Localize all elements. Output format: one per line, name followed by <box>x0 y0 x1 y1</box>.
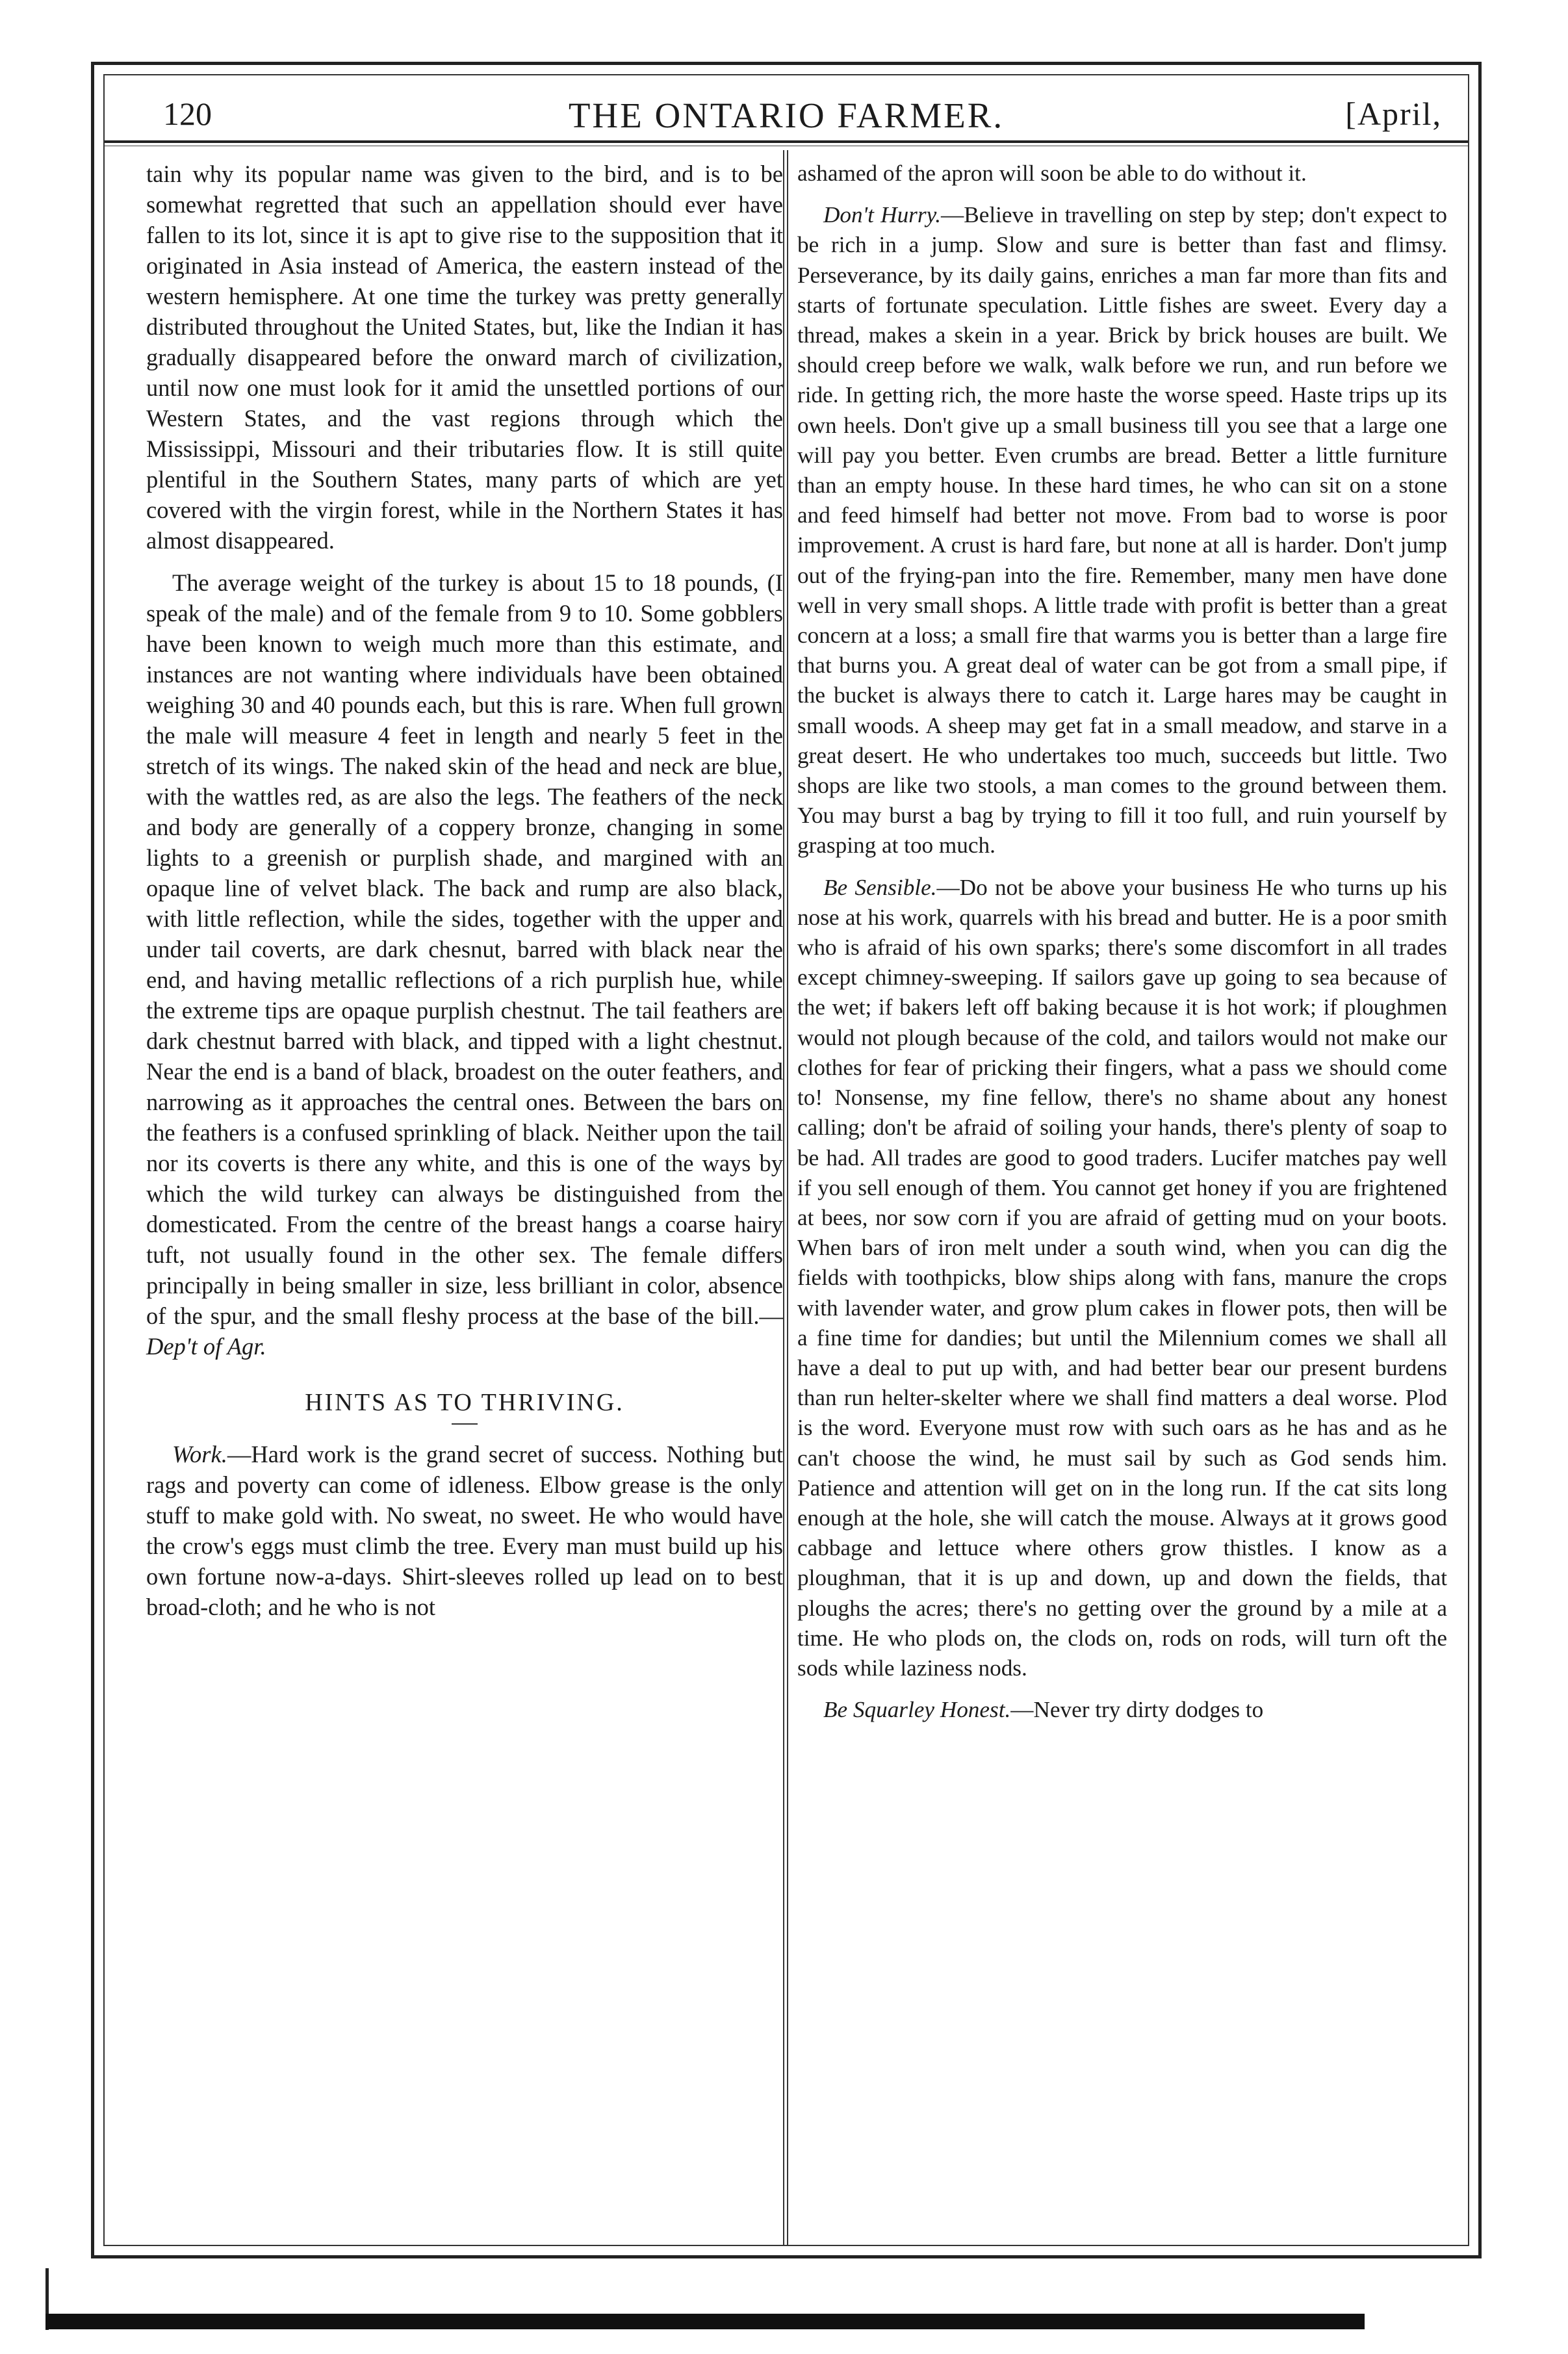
page-number: 120 <box>163 96 212 132</box>
paragraph-text: —Do not be above your business He who turns up his nose at his work, quarrels with his bread and butter. He is a poor smith who is afraid of his own sparks; there's some discomfort in all trades except chimney-sweeping. If sailors gave up going to sea because of the wet; if bakers left off baking because it is hot work; if ploughmen would not plough because of the cold, and tailors would not make our clothes for fear of pricking their fingers, what a pass we should come to! Nonsense, my fine fellow, there's no shame about any honest calling; don't be afraid of soiling your hands, there's plenty of soap to be had. All trades are good to good traders. Lucifer matches pay well if you sell enough of them. You cannot get honey if you are frightened at bees, nor sow corn if you are afraid of getting mud on your boots. When bars of iron melt under a south wind, when you can dig the fields with toothpicks, blow ships along with fans, manure the crops with lavender water, and grow plum cakes in flower pots, then will be a fine time for dandies; but until the Milennium comes we shall all have a deal to put up with, and had better bear our present burdens than run helter-skelter where we shall find matters a deal worse. Plod is the word. Everyone must row with such oars as he has and as he can't choose the wind, he must sail by such as God sends him. Patience and attention will get on in the long run. If the cat sits long enough at the hole, she will catch the mouse. Always at it grows good cabbage and lettuce where others grow thistles. I know as a ploughman, that it is up and down, up and down the fields, that ploughs the acres; there's no getting over the ground by a mile at a time. He who plods on, the clods on, rods on rods, will turn oft the sods while laziness nods. <box>797 874 1447 1681</box>
paragraph-be-sensible <box>797 873 1447 1683</box>
run-in-heading: Don't Hurry. <box>823 202 942 228</box>
run-in-heading: Be Squarley Honest. <box>823 1697 1011 1723</box>
paragraph-text: —Hard work is the grand secret of success. Nothing but rags and poverty can come of idleness. Elbow grease is the only stuff to make gold with. No sweat, no sweet. He who would have the crow's eggs must climb the tree. Every man must build up his own fortune now-a-days. Shirt-sleeves rolled up lead on to best broad-cloth; and he who is not <box>146 1441 783 1620</box>
running-title: THE ONTARIO FARMER. <box>568 96 1005 135</box>
section-title: HINTS AS TO THRIVING. <box>305 1389 624 1416</box>
section-rule <box>452 1423 478 1425</box>
paragraph-turkey-origin: tain why its popular name was given to the bird, and is to be somewhat regretted that such an appellation should ever have fallen to its lot, since it is apt to give rise to the supposition that it originated in Asia instead of America, the eastern instead of the western hemisphere. At one time the turkey was pretty generally distributed throughout the United States, but, like the Indian it has gradually disappeared before the onward march of civilization, until now one must look for it amid the unsettled portions of our Western States, and the vast regions through which the Mississippi, Missouri and their tributaries flow. It is still quite plentiful in the Southern States, many parts of which are yet covered with the virgin forest, while in the Northern States it has almost disappeared. <box>146 161 783 554</box>
run-in-heading: Work. <box>172 1441 227 1468</box>
citation: Dep't of Agr. <box>146 1333 266 1360</box>
column-divider <box>783 150 784 2245</box>
paragraph-text: —Believe in travelling on step by step; don't expect to be rich in a jump. Slow and sure is better than fast and flimsy. Perseverance, by its daily gains, enriches a man far more than fits and starts of fortunate speculation. Little fishes are sweet. Every day a thread, makes a skein in a year. Brick by brick houses are built. We should creep before we walk, walk before we run, and run before we ride. In getting rich, the more haste the worse speed. Haste trips up its own heels. Don't give up a small business till you see that a large one will pay you better. Even crumbs are bread. Better a little furniture than an empty house. In these hard times, he who can sit on a stone and feed himself had better not move. From bad to worse is poor improvement. A crust is hard fare, but none at all is harder. Don't jump out of the frying-pan into the fire. Remember, many men have done well in very small shops. A little trade with profit is better than a great concern at a loss; a small fire that warms you is better than a large fire that burns you. A great deal of water can be got from a small pipe, if the bucket is always there to catch it. Large hares may be caught in small woods. A sheep may get fat in a small meadow, and starve in a great desert. He who undertakes too much, succeeds but little. Two shops are like two stools, a man comes to the ground between them. You may burst a bag by trying to fill it too full, and ruin yourself by grasping at too much. <box>797 202 1448 859</box>
paragraph-turkey-weight <box>146 567 783 1362</box>
scan-bottom-bar <box>45 2314 1365 2329</box>
paragraph-work <box>146 1439 783 1622</box>
page-frame <box>91 62 1482 2258</box>
run-in-heading: Be Sensible. <box>823 874 937 900</box>
column-divider-second <box>787 150 788 2245</box>
left-column <box>146 159 783 1622</box>
running-month: [April, <box>1345 96 1442 132</box>
page-inner-frame <box>103 74 1469 2246</box>
paragraph-text: —Never try dirty dodges to <box>1010 1697 1264 1723</box>
paragraph-text: The average weight of the turkey is about 15 to 18 pounds, (I speak of the male) and of the female from 9 to 10. Some gobblers have been known to weigh much more than this estimate, and instances are not wanting where individuals have been obtained weighing 30 and 40 pounds each, but this is rare. When full grown the male will measure 4 feet in length and nearly 5 feet in the stretch of its wings. The naked skin of the head and neck are blue, with the wattles red, as are also the legs. The feathers of the neck and body are generally of a coppery bronze, changing in some lights to a greenish or purplish shade, and margined with an opaque line of velvet black. The back and rump are also black, with little reflection, while the sides, together with the upper and under tail coverts, are dark chesnut, barred with black near the end, and having metallic reflections of a rich purplish hue, while the extreme tips are opaque purplish chestnut. The tail feathers are dark chestnut barred with black, and tipped with a light chestnut. Near the end is a band of black, broadest on the outer feathers, and narrowing as it approaches the central ones. Between the bars on the feathers is a confused sprinkling of black. Neither upon the tail nor its coverts is there any white, and this is one of the ways by which the wild turkey can always be distinguished from the domesticated. From the centre of the breast hangs a coarse hairy tuft, not usually found in the other sex. The female differs principally in being smaller in size, less brilliant in color, absence of the spur, and the small fleshy process at the base of the bill.— <box>146 569 783 1329</box>
paragraph-be-honest <box>797 1695 1447 1725</box>
paragraph-apron: ashamed of the apron will soon be able to do without it. <box>797 161 1307 186</box>
paragraph-dont-hurry <box>797 200 1447 860</box>
header-rule <box>105 140 1468 143</box>
right-column <box>797 159 1447 1725</box>
